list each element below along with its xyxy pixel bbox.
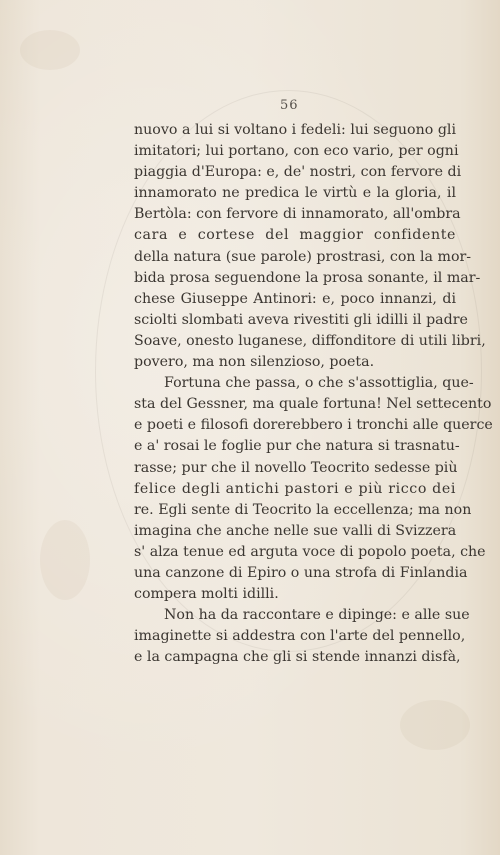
text-line: sta del Gessner, ma quale fortuna! Nel settecento [134, 396, 492, 413]
text-line: compera molti idilli. [134, 586, 279, 603]
text-line: innamorato ne predica le virtù e la gloria, il [134, 185, 456, 202]
text-line: povero, ma non silenzioso, poeta. [134, 354, 375, 371]
text-line: felice degli antichi pastori e più ricco dei [134, 480, 456, 497]
text-line: e la campagna che gli si stende innanzi disfà, [134, 649, 461, 666]
text-line: Fortuna che passa, o che s'assottiglia, que- [164, 375, 474, 392]
text-line: re. Egli sente di Teocrito la eccellenza; ma non [134, 501, 472, 518]
text-line: Soave, onesto luganese, diffonditore di utili libri, [134, 332, 486, 349]
text-line: chese Giuseppe Antinori: e, poco innanzi, di [134, 290, 456, 307]
body-text [134, 120, 493, 668]
text-line: imagina che anche nelle sue valli di Svizzera [134, 522, 457, 539]
text-line: piaggia d'Europa: e, de' nostri, con fervore di [134, 164, 462, 181]
text-line: della natura (sue parole) prostrasi, con la mor- [134, 248, 472, 265]
text-line: sciolti slombati aveva rivestiti gli idilli il padre [134, 311, 468, 328]
text-line: Non ha da raccontare e dipinge: e alle sue [164, 607, 470, 624]
text-line: e a' rosai le foglie pur che natura si trasnatu- [134, 438, 460, 455]
text-line: cara e cortese del maggior confidente [134, 227, 456, 244]
paper-stain [400, 700, 470, 750]
text-line: e poeti e filosofi dorerebbero i tronchi alle querce [134, 417, 493, 434]
page-number: 56 [280, 98, 299, 113]
text-line: bida prosa seguendone la prosa sonante, il mar- [134, 269, 481, 286]
paper-stain [40, 520, 90, 600]
text-line: Bertòla: con fervore di innamorato, all'ombra [134, 206, 461, 223]
text-line: imitatori; lui portano, con eco vario, per ogni [134, 143, 459, 160]
text-line: s' alza tenue ed arguta voce di popolo poeta, che [134, 543, 486, 560]
text-line: imaginette si addestra con l'arte del pennello, [134, 628, 466, 645]
paper-stain [20, 30, 80, 70]
text-line: rasse; pur che il novello Teocrito sedesse più [134, 459, 458, 476]
text-line: una canzone di Epiro o una strofa di Finlandia [134, 564, 468, 581]
text-line: nuovo a lui si voltano i fedeli: lui seguono gli [134, 122, 456, 138]
